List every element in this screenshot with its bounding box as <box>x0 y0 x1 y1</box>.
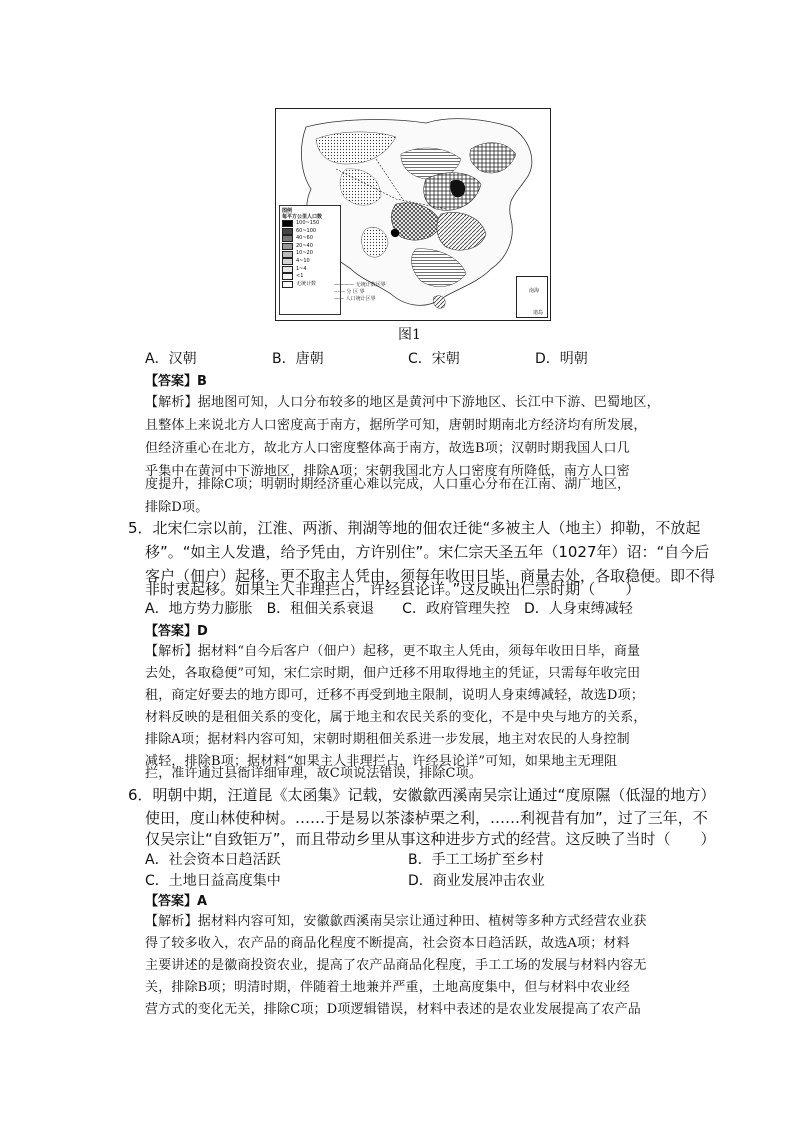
boundary-legend-item: ———— 无统计数区界 <box>334 282 386 288</box>
legend-label: 4~10 <box>296 257 310 264</box>
legend-label: 100~150 <box>296 220 320 226</box>
q5-stem-line: 移”。“如主人发遣，给予凭由，方许别住”。宋仁宗天圣五年（1027年）诏：“自今后 <box>145 543 710 561</box>
q6-stem-line: 使田，度山林使种树。……于是易以茶漆栌栗之利，……利视昔有加”，过了三年，不 <box>145 809 708 827</box>
q5-explanation-line: 租，商定好要去的地方即可，迁移不再受到地主限制，说明人身束缚减轻，故选D项； <box>145 688 645 703</box>
legend-title: 图例 每平方公里人口数 <box>282 208 323 220</box>
q6-explanation-line: 营方式的变化无关，排除C项；D项逻辑错误，材料中表述的是农业发展提高了农产品 <box>145 1002 641 1017</box>
q4-option-b: B．唐朝 <box>272 351 324 367</box>
q4-answer: 【答案】B <box>145 374 207 389</box>
population-density-map <box>275 108 551 321</box>
q5-stem-line: 客户（佃户）起移，更不取主人凭由，须每年收田日毕，商量去处，各取稳便。即不得 <box>145 567 716 585</box>
legend-item <box>282 258 338 266</box>
q5-explanation-line: 拦，准许通过县衙详细审理，故C项说法错误，排除C项。 <box>145 766 483 781</box>
q4-explanation-line: 度提升，排除C项；明朝时期经济重心难以完成，人口重心分布在江南、湖广地区， <box>145 477 631 492</box>
legend-label: 20~40 <box>296 242 313 249</box>
legend-swatch <box>282 266 293 273</box>
legend-label: 1~4 <box>296 265 307 272</box>
q4-explanation-line: 【解析】据地图可知，人口分布较多的地区是黄河中下游地区、长江中下游、巴蜀地区， <box>145 395 660 410</box>
legend-item <box>282 228 338 236</box>
legend-item <box>282 235 338 243</box>
legend-swatch <box>282 228 293 235</box>
q6-explanation-line: 主要讲述的是徽商投资农业，提高了农产品商品化程度，手工工场的发展与材料内容无 <box>145 958 647 973</box>
q5-stem-line: 5．北宋仁宗以前，江淮、两浙、荆湖等地的佃农迁徙“多被主人（地主）抑勒，不放起 <box>128 519 701 537</box>
boundary-legend-item: —— 人口统计区界 <box>334 296 376 302</box>
legend-swatch <box>282 251 293 258</box>
q4-explanation-line: 乎集中在黄河中下游地区，排除A项；宋朝我国北方人口密度有所降低，南方人口密 <box>145 464 630 479</box>
q6-option-a: A．社会资本日趋活跃 <box>145 852 281 868</box>
legend-label: 无统计数 <box>296 280 317 287</box>
q6-stem-line: 仅吴宗让“自致钜万”，而且带动乡里从事这种进步方式的经营。这反映了当时（ ） <box>145 830 716 848</box>
legend-item <box>282 220 338 228</box>
legend-swatch <box>282 258 293 265</box>
q4-option-a: A．汉朝 <box>145 351 197 367</box>
legend-item <box>282 266 338 274</box>
legend-item <box>282 250 338 258</box>
q4-option-d: D．明朝 <box>535 351 588 367</box>
legend-label: 40~60 <box>296 235 313 242</box>
q6-option-c: C．土地日益高度集中 <box>145 873 281 889</box>
q6-answer: 【答案】A <box>145 894 208 909</box>
legend-item <box>282 243 338 251</box>
legend-swatch <box>282 220 293 227</box>
q5-stem-line: 非时衷起移。如果主人非理拦占，许经县论详。”这反映出仁宗时期（ ） <box>145 580 641 598</box>
q4-explanation-line: 排除D项。 <box>145 500 209 515</box>
q6-option-b: B．手工工场扩至乡村 <box>408 852 544 868</box>
q4-option-c: C．宋朝 <box>408 351 460 367</box>
q5-explanation-line: 去处，各取稳便”可知，宋仁宗时期，佃户迁移不用取得地主的凭证，只需每年收完田 <box>145 666 641 681</box>
legend-item <box>282 273 338 281</box>
q6-explanation-line: 【解析】据材料内容可知，安徽歙西溪南吴宗让通过种田、植树等多种方式经营农业获 <box>145 914 647 929</box>
q5-answer: 【答案】D <box>145 624 208 639</box>
q4-explanation-line: 但经济重心在北方，故北方人口密度整体高于南方，故选B项；汉朝时期我国人口几 <box>145 441 630 456</box>
q5-explanation-line: 【解析】据材料“自今后客户（佃户）起移，更不取主人凭由，须每年收田日毕，商量 <box>145 644 641 659</box>
inset-label: 南海 <box>529 288 540 294</box>
legend-swatch <box>282 281 293 288</box>
legend-swatch <box>282 273 293 280</box>
south-china-sea-inset <box>516 276 548 318</box>
q5-explanation-line: 减轻，排除B项；据材料“如果主人非理拦占，许经县论详”可知，如果地主无理阻 <box>145 754 618 769</box>
q6-explanation-line: 关，排除B项；明清时期，伴随着土地兼并严重，土地高度集中，但与材料中农业经 <box>145 980 630 995</box>
legend-swatch <box>282 235 293 242</box>
q6-explanation-line: 得了较多收入，农产品的商品化程度不断提高，社会资本日趋活跃，故选A项；材料 <box>145 936 630 951</box>
q6-option-d: D．商业发展冲击农业 <box>408 873 545 889</box>
legend-swatch <box>282 243 293 250</box>
inset-label: 诸岛 <box>533 310 544 316</box>
figure-caption: 图1 <box>398 327 421 343</box>
q5-explanation-line: 材料反映的是租佃关系的变化，属于地主和农民关系的变化，不是中央与地方的关系， <box>145 710 647 725</box>
legend-item <box>282 281 338 289</box>
legend-label: 60~100 <box>296 227 317 234</box>
map-legend <box>279 205 341 315</box>
q6-stem-line: 6．明朝中期，汪道昆《太函集》记载，安徽歙西溪南吴宗让通过“度原隰（低湿的地方） <box>128 786 716 804</box>
q5-explanation-line: 排除A项；据材料内容可知，宋朝时期租佃关系进一步发展，地主对农民的人身控制 <box>145 732 630 747</box>
legend-label: <1 <box>296 273 304 280</box>
q5-options: A．地方势力膨胀 B．租佃关系衰退 C．政府管理失控 D．人身束缚减轻 <box>145 601 633 617</box>
q4-explanation-line: 且整体上来说北方人口密度高于南方，据所学可知，唐朝时期南北方经济均有所发展， <box>145 418 647 433</box>
legend-label: 10~20 <box>296 250 313 257</box>
boundary-legend <box>334 282 386 303</box>
boundary-legend-item: ------ 分 区 界 <box>334 289 365 295</box>
